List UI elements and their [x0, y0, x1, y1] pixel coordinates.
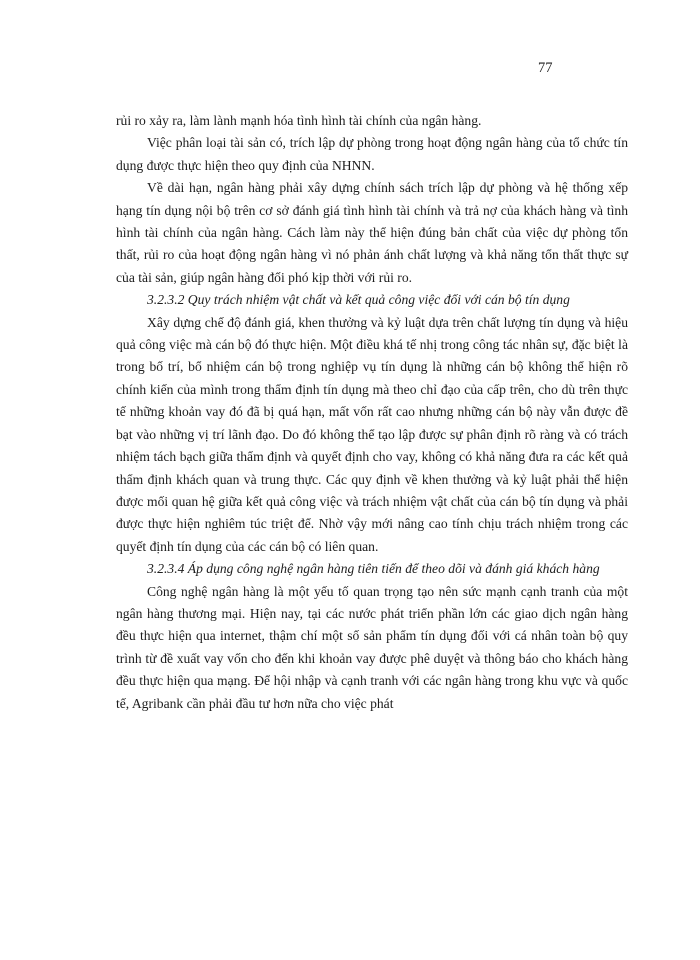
- section-heading-3-2-3-4: 3.2.3.4 Áp dụng công nghệ ngân hàng tiên tiến để theo dõi và đánh giá khách hàng: [147, 561, 600, 577]
- paragraph-asset-classification: Việc phân loại tài sản có, trích lập dự phòng trong hoạt động ngân hàng của tổ chức tín dụng được thực hiện theo quy định của NHNN.: [116, 135, 628, 173]
- paragraph-banking-technology: Công nghệ ngân hàng là một yếu tố quan trọng tạo nên sức mạnh cạnh tranh của một ngân hàng thương mại. Hiện nay, tại các nước phát triển phần lớn các giao dịch ngân hàng đều thực hiện qua internet, thậm chí một số sản phẩm tín dụng đối với cá nhân toàn bộ quy trình từ đề xuất vay vốn cho đến khi khoản vay được phê duyệt và thông báo cho khách hàng đều thực hiện qua mạng. Để hội nhập và cạnh tranh với các ngân hàng trong khu vực và quốc tế, Agribank cần phải đầu tư hơn nữa cho việc phát: [116, 583, 628, 711]
- section-heading-3-2-3-2: 3.2.3.2 Quy trách nhiệm vật chất và kết quả công việc đối với cán bộ tín dụng: [147, 292, 570, 308]
- paragraph-evaluation-rewards: Xây dựng chế độ đánh giá, khen thưởng và kỷ luật dựa trên chất lượng tín dụng và hiệu quả công việc mà cán bộ đó thực hiện. Một điều khá tế nhị trong công tác nhân sự, đặc biệt là trong bố trí, bổ nhiệm cán bộ trong nghiệp vụ tín dụng là những cán bộ không thể hiện rõ chính kiến của mình trong thẩm định tín dụng mà theo chỉ đạo của cấp trên, cho dù trên thực tế những khoản vay đó đã bị quá hạn, mất vốn rất cao nhưng những cán bộ này vẫn được đề bạt vào những vị trí lãnh đạo. Do đó không thể tạo lập được sự phân định rõ ràng và có trách nhiệm tách bạch giữa thẩm định và quyết định cho vay, không có khả năng đưa ra các kết quả thẩm định khách quan và trung thực. Các quy định về khen thưởng và kỷ luật phải thể hiện được mối quan hệ giữa kết quả công việc và trách nhiệm vật chất của cán bộ tín dụng và phải được thực hiện nghiêm túc triệt để. Nhờ vậy mới nâng cao tính chịu trách nhiệm trong các quyết định tín dụng của các cán bộ có liên quan.: [116, 314, 628, 554]
- page-number: 77: [538, 60, 553, 76]
- paragraph-continuation: rủi ro xảy ra, làm lành mạnh hóa tình hình tài chính của ngân hàng.: [116, 113, 482, 128]
- paragraph-long-term-provisioning: Về dài hạn, ngân hàng phải xây dựng chính sách trích lập dự phòng và hệ thống xếp hạng tín dụng nội bộ trên cơ sở đánh giá tình hình tài chính và trả nợ của khách hàng và tình hình tài chính của ngân hàng. Cách làm này thể hiện đúng bản chất của việc dự phòng tổn thất, rủi ro của hoạt động ngân hàng vì nó phản ánh chất lượng và khả năng tổn thất thực sự của tài sản, giúp ngân hàng đối phó kịp thời với rủi ro.: [116, 180, 628, 285]
- body-text: [116, 110, 628, 715]
